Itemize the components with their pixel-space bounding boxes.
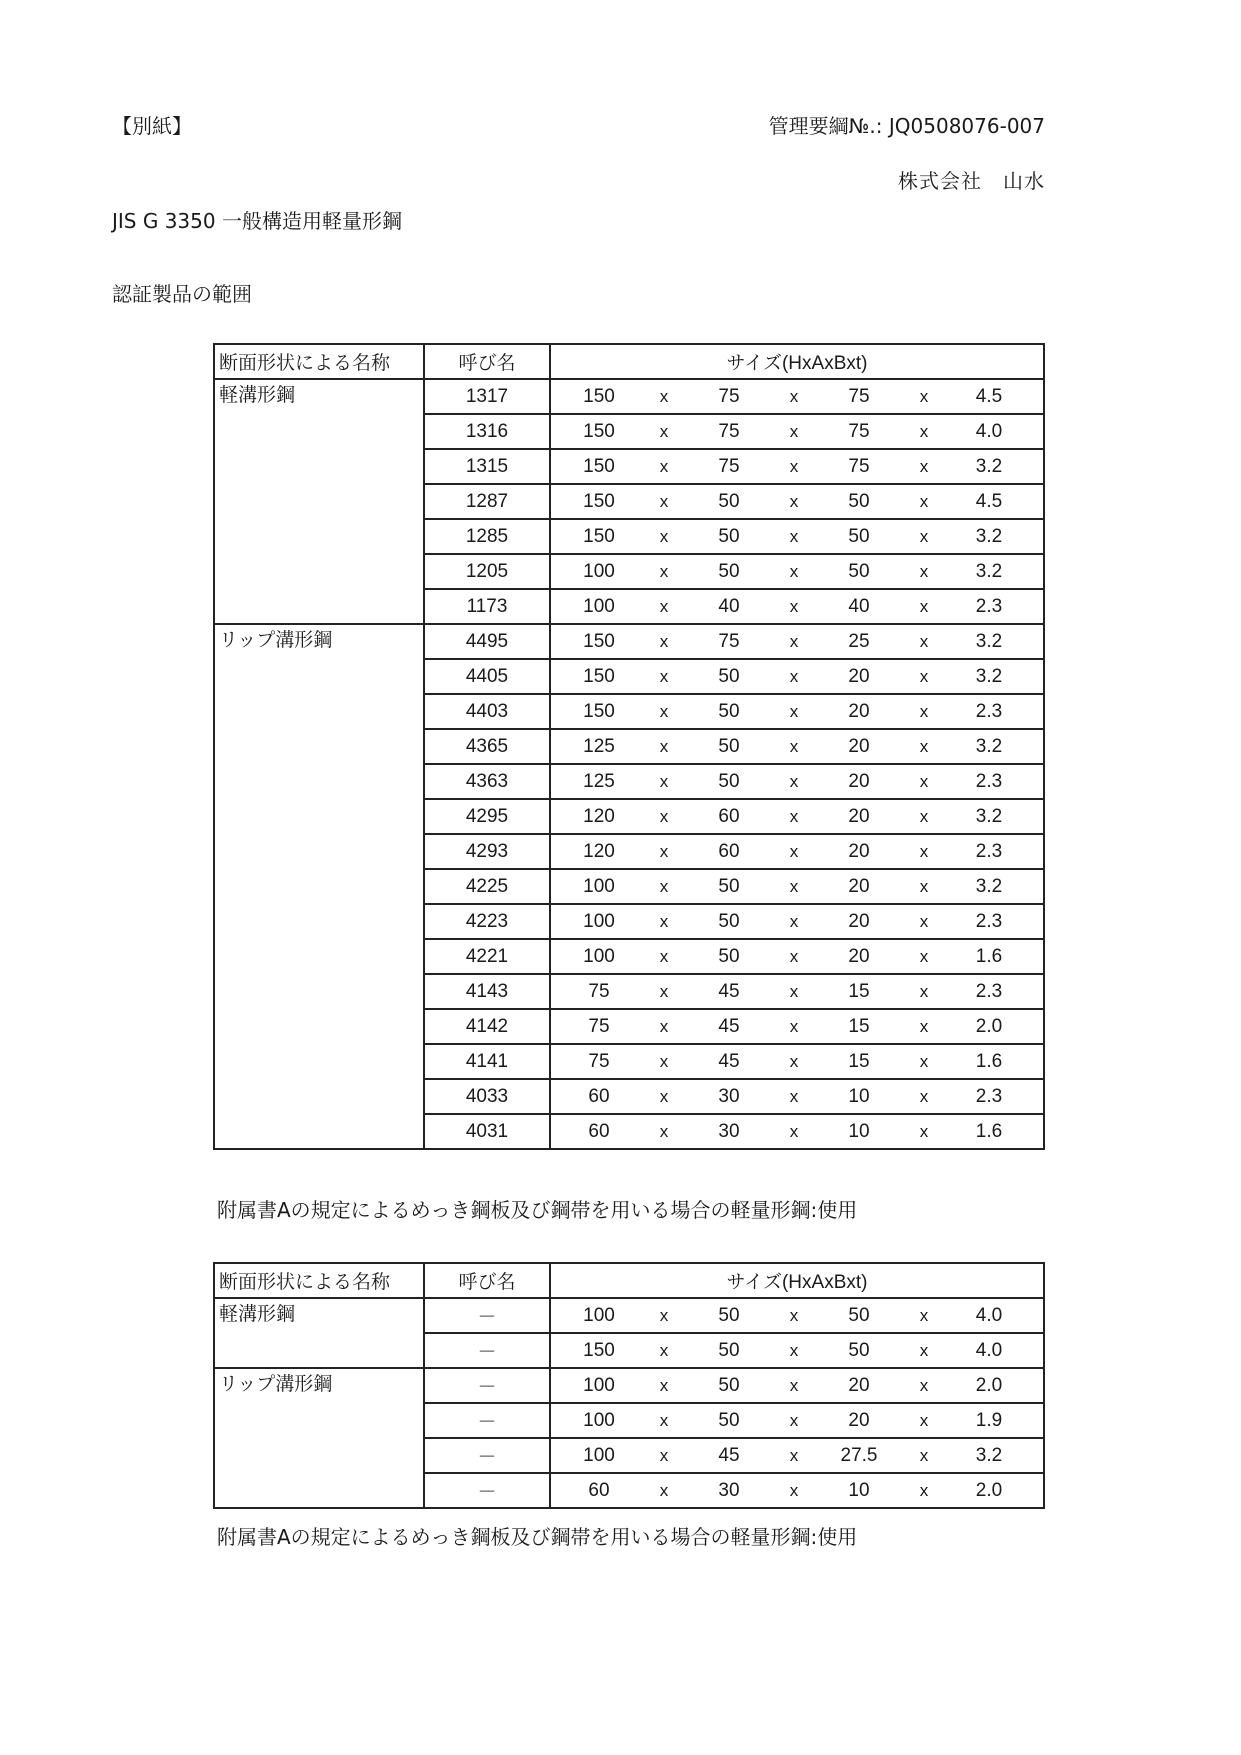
table-row — [214, 1298, 1044, 1333]
company-name: 株式会社 山水 — [898, 169, 1045, 193]
times-sign: x — [789, 1121, 799, 1141]
size-t: 2.0 — [975, 1479, 1003, 1501]
times-sign: x — [919, 386, 929, 406]
designation-cell: 4141 — [424, 1044, 550, 1079]
times-sign: x — [919, 1086, 929, 1106]
size-h: 100 — [583, 945, 615, 967]
times-sign: x — [659, 1016, 669, 1036]
designation-cell: 4293 — [424, 834, 550, 869]
designation-cell: 4365 — [424, 729, 550, 764]
times-sign: x — [789, 526, 799, 546]
times-sign: x — [789, 561, 799, 581]
size-cell — [550, 939, 1044, 974]
scope-title: 認証製品の範囲 — [112, 282, 252, 306]
times-sign: x — [659, 456, 669, 476]
size-a: 50 — [718, 770, 740, 792]
header-designation: 呼び名 — [424, 344, 550, 379]
size-t: 4.5 — [975, 490, 1003, 512]
times-sign: x — [789, 701, 799, 721]
section-name: リップ溝形鋼 — [214, 624, 424, 1149]
times-sign: x — [919, 911, 929, 931]
size-a: 30 — [718, 1479, 740, 1501]
size-cell — [550, 1368, 1044, 1403]
size-cell — [550, 519, 1044, 554]
size-a: 50 — [718, 735, 740, 757]
times-sign: x — [919, 946, 929, 966]
times-sign: x — [659, 561, 669, 581]
certified-products-table — [213, 343, 1045, 1150]
designation-cell: 1287 — [424, 484, 550, 519]
size-cell — [550, 1079, 1044, 1114]
size-h: 75 — [588, 1015, 610, 1037]
size-cell — [550, 589, 1044, 624]
times-sign: x — [789, 421, 799, 441]
size-a: 50 — [718, 525, 740, 547]
times-sign: x — [919, 1340, 929, 1360]
size-h: 100 — [583, 910, 615, 932]
size-t: 3.2 — [975, 805, 1003, 827]
size-h: 150 — [583, 490, 615, 512]
times-sign: x — [919, 1051, 929, 1071]
plated-products-table — [213, 1262, 1045, 1509]
size-a: 30 — [718, 1120, 740, 1142]
size-h: 125 — [583, 735, 615, 757]
size-h: 120 — [583, 840, 615, 862]
times-sign: x — [919, 806, 929, 826]
size-a: 50 — [718, 1339, 740, 1361]
size-h: 125 — [583, 770, 615, 792]
size-b: 50 — [848, 490, 870, 512]
size-cell — [550, 1403, 1044, 1438]
control-number-label: 管理要綱№.: — [768, 114, 883, 138]
section-name: 軽溝形鋼 — [214, 1298, 424, 1368]
size-b: 20 — [848, 805, 870, 827]
annex-label: 【別紙】 — [112, 114, 192, 138]
size-h: 60 — [588, 1479, 610, 1501]
size-cell — [550, 624, 1044, 659]
size-t: 3.2 — [975, 630, 1003, 652]
times-sign: x — [789, 596, 799, 616]
times-sign: x — [789, 1375, 799, 1395]
times-sign: x — [659, 1051, 669, 1071]
size-t: 4.0 — [975, 420, 1003, 442]
size-t: 1.6 — [975, 945, 1003, 967]
size-cell — [550, 379, 1044, 414]
designation-cell: 4221 — [424, 939, 550, 974]
designation-cell: 1315 — [424, 449, 550, 484]
designation-cell: － — [424, 1438, 550, 1473]
designation-cell: 4363 — [424, 764, 550, 799]
size-cell — [550, 1009, 1044, 1044]
size-b: 50 — [848, 525, 870, 547]
times-sign: x — [659, 876, 669, 896]
size-cell — [550, 449, 1044, 484]
size-h: 60 — [588, 1120, 610, 1142]
size-h: 150 — [583, 630, 615, 652]
size-t: 2.3 — [975, 1085, 1003, 1107]
times-sign: x — [919, 1375, 929, 1395]
times-sign: x — [919, 631, 929, 651]
times-sign: x — [659, 526, 669, 546]
size-b: 20 — [848, 700, 870, 722]
size-t: 2.3 — [975, 770, 1003, 792]
times-sign: x — [659, 421, 669, 441]
times-sign: x — [789, 771, 799, 791]
size-t: 3.2 — [975, 665, 1003, 687]
header-size: サイズ(HxAxBxt) — [550, 1263, 1044, 1298]
size-h: 150 — [583, 525, 615, 547]
size-b: 75 — [848, 420, 870, 442]
size-h: 100 — [583, 1304, 615, 1326]
size-cell — [550, 834, 1044, 869]
size-t: 3.2 — [975, 525, 1003, 547]
size-a: 50 — [718, 945, 740, 967]
times-sign: x — [919, 1305, 929, 1325]
size-b: 20 — [848, 875, 870, 897]
designation-cell: 1317 — [424, 379, 550, 414]
size-t: 2.3 — [975, 595, 1003, 617]
times-sign: x — [789, 666, 799, 686]
times-sign: x — [789, 491, 799, 511]
table-row — [214, 1368, 1044, 1403]
times-sign: x — [919, 421, 929, 441]
size-h: 100 — [583, 560, 615, 582]
size-cell — [550, 1333, 1044, 1368]
designation-cell: － — [424, 1473, 550, 1508]
designation-cell: 4405 — [424, 659, 550, 694]
times-sign: x — [919, 736, 929, 756]
size-b: 50 — [848, 1339, 870, 1361]
size-b: 10 — [848, 1120, 870, 1142]
size-h: 100 — [583, 595, 615, 617]
designation-cell: 4031 — [424, 1114, 550, 1149]
times-sign: x — [919, 561, 929, 581]
times-sign: x — [659, 1121, 669, 1141]
size-cell — [550, 799, 1044, 834]
times-sign: x — [919, 1445, 929, 1465]
times-sign: x — [789, 806, 799, 826]
size-cell — [550, 554, 1044, 589]
size-a: 30 — [718, 1085, 740, 1107]
times-sign: x — [789, 981, 799, 1001]
size-a: 50 — [718, 665, 740, 687]
header-row — [214, 1263, 1044, 1298]
times-sign: x — [919, 841, 929, 861]
size-a: 60 — [718, 805, 740, 827]
size-h: 150 — [583, 455, 615, 477]
size-a: 45 — [718, 1444, 740, 1466]
times-sign: x — [919, 491, 929, 511]
designation-cell: － — [424, 1333, 550, 1368]
size-t: 2.3 — [975, 910, 1003, 932]
size-b: 15 — [848, 1015, 870, 1037]
times-sign: x — [789, 876, 799, 896]
size-cell — [550, 414, 1044, 449]
size-cell — [550, 729, 1044, 764]
size-cell — [550, 1438, 1044, 1473]
size-cell — [550, 869, 1044, 904]
times-sign: x — [659, 736, 669, 756]
size-t: 3.2 — [975, 560, 1003, 582]
designation-cell: 4225 — [424, 869, 550, 904]
section-name: 軽溝形鋼 — [214, 379, 424, 624]
designation-cell: － — [424, 1298, 550, 1333]
size-cell — [550, 694, 1044, 729]
size-h: 150 — [583, 1339, 615, 1361]
size-h: 100 — [583, 875, 615, 897]
size-t: 3.2 — [975, 1444, 1003, 1466]
size-h: 100 — [583, 1409, 615, 1431]
times-sign: x — [659, 386, 669, 406]
designation-cell: 4295 — [424, 799, 550, 834]
designation-cell: 1316 — [424, 414, 550, 449]
times-sign: x — [789, 736, 799, 756]
designation-cell: 1205 — [424, 554, 550, 589]
times-sign: x — [789, 911, 799, 931]
times-sign: x — [789, 1410, 799, 1430]
designation-cell: 4033 — [424, 1079, 550, 1114]
size-cell — [550, 904, 1044, 939]
size-a: 60 — [718, 840, 740, 862]
size-cell — [550, 764, 1044, 799]
size-h: 150 — [583, 385, 615, 407]
times-sign: x — [789, 386, 799, 406]
size-b: 20 — [848, 1374, 870, 1396]
times-sign: x — [659, 981, 669, 1001]
times-sign: x — [659, 841, 669, 861]
size-h: 100 — [583, 1444, 615, 1466]
size-a: 50 — [718, 1409, 740, 1431]
size-a: 50 — [718, 490, 740, 512]
size-t: 2.3 — [975, 840, 1003, 862]
size-t: 1.6 — [975, 1050, 1003, 1072]
size-a: 75 — [718, 630, 740, 652]
size-b: 20 — [848, 770, 870, 792]
times-sign: x — [789, 946, 799, 966]
times-sign: x — [659, 806, 669, 826]
size-b: 50 — [848, 1304, 870, 1326]
times-sign: x — [789, 1016, 799, 1036]
times-sign: x — [789, 1305, 799, 1325]
size-t: 1.9 — [975, 1409, 1003, 1431]
control-number — [769, 110, 1045, 139]
size-h: 75 — [588, 1050, 610, 1072]
size-h: 150 — [583, 420, 615, 442]
size-a: 50 — [718, 1374, 740, 1396]
header-designation: 呼び名 — [424, 1263, 550, 1298]
size-a: 40 — [718, 595, 740, 617]
size-b: 20 — [848, 665, 870, 687]
size-h: 150 — [583, 700, 615, 722]
times-sign: x — [919, 876, 929, 896]
designation-cell: 4142 — [424, 1009, 550, 1044]
designation-cell: 1285 — [424, 519, 550, 554]
times-sign: x — [789, 456, 799, 476]
times-sign: x — [659, 1375, 669, 1395]
table1-note: 附属書Aの規定によるめっき鋼板及び鋼帯を用いる場合の軽量形鋼:使用 — [217, 1198, 858, 1222]
size-cell — [550, 1298, 1044, 1333]
size-t: 3.2 — [975, 735, 1003, 757]
size-cell — [550, 1044, 1044, 1079]
designation-cell: 4495 — [424, 624, 550, 659]
size-h: 100 — [583, 1374, 615, 1396]
size-a: 50 — [718, 910, 740, 932]
size-a: 75 — [718, 385, 740, 407]
size-cell — [550, 484, 1044, 519]
size-b: 27.5 — [840, 1444, 878, 1466]
header-section-name: 断面形状による名称 — [214, 1263, 424, 1298]
size-b: 20 — [848, 1409, 870, 1431]
table-row — [214, 624, 1044, 659]
times-sign: x — [919, 981, 929, 1001]
times-sign: x — [659, 771, 669, 791]
size-t: 4.0 — [975, 1339, 1003, 1361]
table2-note: 附属書Aの規定によるめっき鋼板及び鋼帯を用いる場合の軽量形鋼:使用 — [217, 1525, 858, 1549]
size-a: 45 — [718, 980, 740, 1002]
times-sign: x — [659, 491, 669, 511]
times-sign: x — [659, 1410, 669, 1430]
size-b: 10 — [848, 1085, 870, 1107]
header-row — [214, 344, 1044, 379]
times-sign: x — [919, 456, 929, 476]
standard-title: JIS G 3350 一般構造用軽量形鋼 — [112, 209, 402, 233]
size-h: 60 — [588, 1085, 610, 1107]
size-t: 1.6 — [975, 1120, 1003, 1142]
size-cell — [550, 659, 1044, 694]
size-b: 20 — [848, 840, 870, 862]
size-a: 50 — [718, 700, 740, 722]
times-sign: x — [659, 946, 669, 966]
times-sign: x — [659, 596, 669, 616]
size-b: 15 — [848, 980, 870, 1002]
size-b: 15 — [848, 1050, 870, 1072]
times-sign: x — [789, 1445, 799, 1465]
size-b: 20 — [848, 735, 870, 757]
size-cell — [550, 974, 1044, 1009]
times-sign: x — [919, 1121, 929, 1141]
size-b: 20 — [848, 910, 870, 932]
size-cell — [550, 1473, 1044, 1508]
times-sign: x — [659, 1305, 669, 1325]
size-a: 75 — [718, 420, 740, 442]
times-sign: x — [789, 841, 799, 861]
times-sign: x — [789, 1051, 799, 1071]
times-sign: x — [659, 1480, 669, 1500]
size-b: 40 — [848, 595, 870, 617]
designation-cell: 1173 — [424, 589, 550, 624]
times-sign: x — [659, 1445, 669, 1465]
times-sign: x — [789, 1340, 799, 1360]
size-b: 75 — [848, 455, 870, 477]
size-a: 45 — [718, 1015, 740, 1037]
size-b: 75 — [848, 385, 870, 407]
size-a: 75 — [718, 455, 740, 477]
size-b: 25 — [848, 630, 870, 652]
size-a: 45 — [718, 1050, 740, 1072]
times-sign: x — [659, 666, 669, 686]
times-sign: x — [789, 631, 799, 651]
times-sign: x — [919, 771, 929, 791]
size-t: 4.0 — [975, 1304, 1003, 1326]
size-b: 10 — [848, 1479, 870, 1501]
size-h: 150 — [583, 665, 615, 687]
header-section-name: 断面形状による名称 — [214, 344, 424, 379]
size-a: 50 — [718, 560, 740, 582]
size-t: 3.2 — [975, 875, 1003, 897]
times-sign: x — [919, 666, 929, 686]
size-h: 75 — [588, 980, 610, 1002]
times-sign: x — [659, 631, 669, 651]
section-name: リップ溝形鋼 — [214, 1368, 424, 1508]
size-t: 3.2 — [975, 455, 1003, 477]
times-sign: x — [919, 1480, 929, 1500]
size-a: 50 — [718, 875, 740, 897]
size-t: 2.3 — [975, 700, 1003, 722]
size-t: 2.0 — [975, 1015, 1003, 1037]
designation-cell: 4403 — [424, 694, 550, 729]
times-sign: x — [659, 1340, 669, 1360]
control-number-value: JQ0508076-007 — [888, 114, 1045, 138]
times-sign: x — [659, 1086, 669, 1106]
table-row — [214, 379, 1044, 414]
size-b: 50 — [848, 560, 870, 582]
times-sign: x — [919, 701, 929, 721]
size-h: 120 — [583, 805, 615, 827]
designation-cell: － — [424, 1368, 550, 1403]
times-sign: x — [919, 596, 929, 616]
times-sign: x — [789, 1086, 799, 1106]
designation-cell: － — [424, 1403, 550, 1438]
size-t: 2.3 — [975, 980, 1003, 1002]
times-sign: x — [659, 701, 669, 721]
times-sign: x — [789, 1480, 799, 1500]
header-size: サイズ(HxAxBxt) — [550, 344, 1044, 379]
times-sign: x — [659, 911, 669, 931]
size-t: 4.5 — [975, 385, 1003, 407]
designation-cell: 4223 — [424, 904, 550, 939]
times-sign: x — [919, 1016, 929, 1036]
size-a: 50 — [718, 1304, 740, 1326]
size-t: 2.0 — [975, 1374, 1003, 1396]
times-sign: x — [919, 526, 929, 546]
times-sign: x — [919, 1410, 929, 1430]
size-cell — [550, 1114, 1044, 1149]
designation-cell: 4143 — [424, 974, 550, 1009]
size-b: 20 — [848, 945, 870, 967]
